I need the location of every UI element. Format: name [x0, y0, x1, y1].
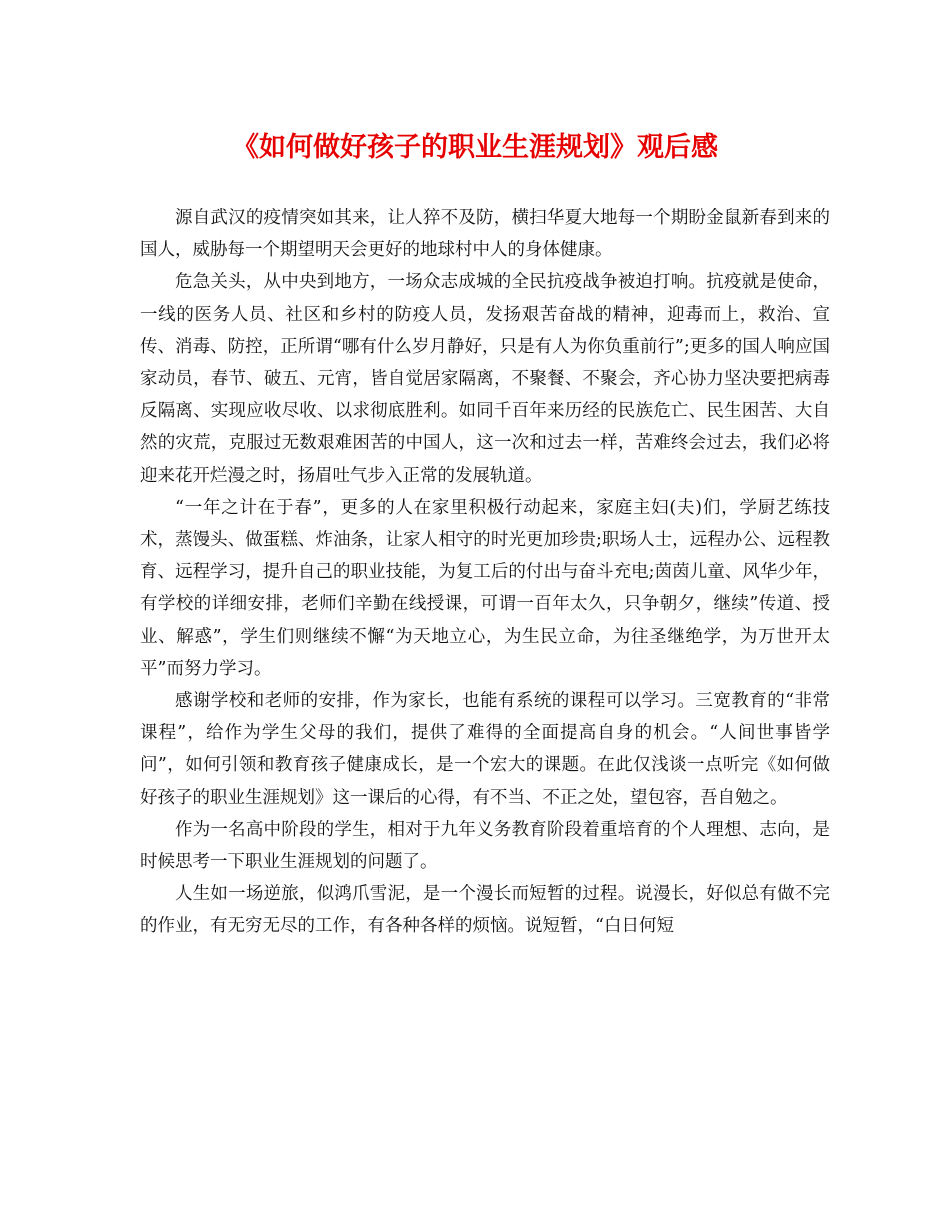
paragraph-2: 危急关头，从中央到地方，一场众志成城的全民抗疫战争被迫打响。抗疫就是使命，一线的医务人员、社区和乡村的防疫人员，发扬艰苦奋战的精神，迎毒而上，救治、宣传、消毒、防控，正所谓“哪有什么岁月静好，只是有人为你负重前行”;更多的国人响应国家动员，春节、破五、元宵，皆自觉居家隔离，不聚餐、不聚会，齐心协力坚决要把病毒反隔离、实现应收尽收、以求彻底胜利。如同千百年来历经的民族危亡、民生困苦、大自然的灾荒，克服过无数艰难困苦的中国人，这一次和过去一样，苦难终会过去，我们必将迎来花开烂漫之时，扬眉吐气步入正常的发展轨道。	[140, 272, 830, 486]
document-title: 《如何做好孩子的职业生涯规划》观后感	[232, 132, 718, 163]
paragraph-1: 源自武汉的疫情突如其来，让人猝不及防，横扫华夏大地每一个期盼金鼠新春到来的国人，威胁每一个期望明天会更好的地球村中人的身体健康。	[140, 208, 830, 261]
paragraph-4: 感谢学校和老师的安排，作为家长，也能有系统的课程可以学习。三宽教育的“非常课程”，给作为学生父母的我们，提供了难得的全面提高自身的机会。“人间世事皆学问”，如何引领和教育孩子健康成长，是一个宏大的课题。在此仅浅谈一点听完《如何做好孩子的职业生涯规划》这一课后的心得，有不当、不正之处，望包容，吾自勉之。	[140, 691, 830, 808]
paragraph-6: 人生如一场逆旅，似鸿爪雪泥，是一个漫长而短暂的过程。说漫长，好似总有做不完的作业，有无穷无尽的工作，有各种各样的烦恼。说短暂，“白日何短	[140, 884, 830, 937]
paragraph-5: 作为一名高中阶段的学生，相对于九年义务教育阶段着重培育的个人理想、志向，是时候思考一下职业生涯规划的问题了。	[140, 819, 830, 873]
document-body	[140, 202, 830, 943]
paragraph-3: “一年之计在于春”，更多的人在家里积极行动起来，家庭主妇(夫)们，学厨艺练技术，蒸馒头、做蛋糕、炸油条，让家人相守的时光更加珍贵;职场人士，远程办公、远程教育、远程学习，提升自己的职业技能，为复工后的付出与奋斗充电;茵茵儿童、风华少年，有学校的详细安排，老师们辛勤在线授课，可谓一百年太久，只争朝夕，继续”传道、授业、解惑”，学生们则继续不懈“为天地立心，为生民立命，为往圣继绝学，为万世开太平”而努力学习。	[140, 497, 830, 679]
